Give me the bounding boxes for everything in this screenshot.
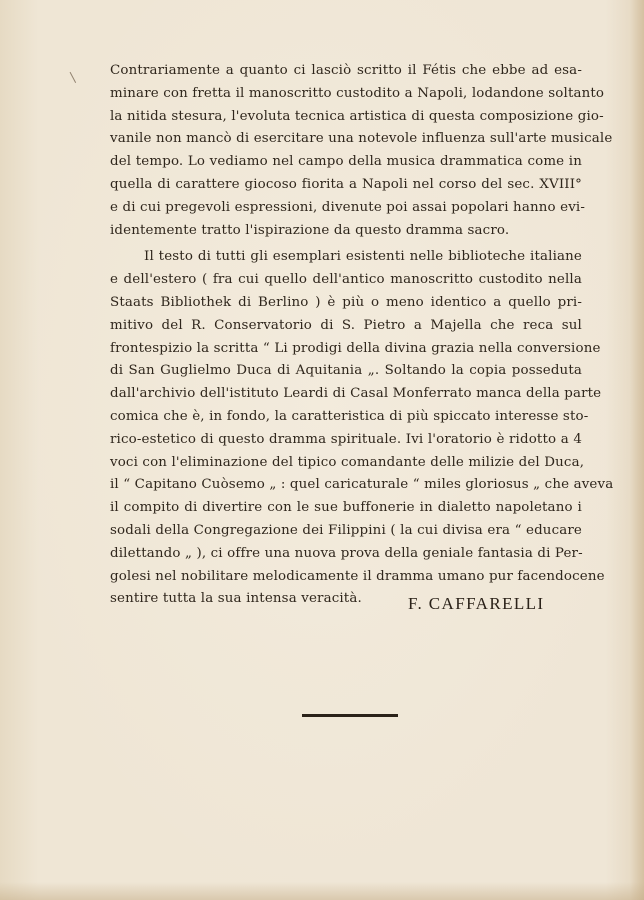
body-text (110, 60, 614, 611)
closing-rule (302, 714, 398, 717)
text-line: mitivo del R. Conservatorio di S. Pietro a Majella che reca sul (110, 317, 582, 333)
text-line: e di cui pregevoli espressioni, divenute poi assai popolari hanno evi- (110, 199, 586, 215)
text-line: vanile non mancò di esercitare una notevole influenza sull'arte musicale (110, 131, 613, 147)
text-line: dall'archivio dell'istituto Leardi di Casal Monferrato manca della parte (110, 386, 602, 402)
text-line: golesi nel nobilitare melodicamente il dramma umano pur facendocene (110, 568, 605, 584)
page-edge-shadow-right (630, 0, 644, 900)
text-line: sodali della Congregazione dei Filippini ( la cui divisa era “ educare (110, 522, 582, 538)
text-line: il compito di divertire con le sue buffonerie in dialetto napoletano i (110, 500, 582, 516)
text-line: minare con fretta il manoscritto custodito a Napoli, lodandone soltanto (110, 85, 605, 101)
paragraph-1 (110, 60, 613, 242)
pencil-mark (70, 69, 82, 83)
author-signature: F. CAFFARELLI (408, 594, 545, 613)
text-line: Staats Bibliothek di Berlino ) è più o meno identico a quello pri- (110, 294, 582, 310)
text-line: quella di carattere giocoso fiorita a Napoli nel corso del sec. XVIII° (110, 176, 582, 192)
text-line: frontespizio la scritta “ Li prodigi della divina grazia nella conversione (110, 340, 601, 356)
text-line: rico-estetico di questo dramma spirituale. Ivi l'oratorio è ridotto a 4 (110, 431, 582, 447)
page-edge-shadow-bottom (0, 882, 644, 900)
text-line: dilettando „ ), ci offre una nuova prova della geniale fantasia di Per- (110, 545, 583, 561)
text-line: del tempo. Lo vediamo nel campo della musica drammatica come in (110, 154, 582, 170)
text-line: la nitida stesura, l'evoluta tecnica artistica di questa composizione gio- (110, 108, 604, 124)
text-line: di San Guglielmo Duca di Aquitania „. Soltando la copia posseduta (110, 363, 582, 379)
text-line: comica che è, in fondo, la caratteristica di più spiccato interesse sto- (110, 408, 589, 424)
text-line: il “ Capitano Cuòsemo „ : quel caricaturale “ miles gloriosus „ che aveva (110, 477, 614, 493)
text-line: voci con l'eliminazione del tipico comandante delle milizie del Duca, (110, 454, 585, 470)
text-line: Il testo di tutti gli esemplari esistenti nelle biblioteche italiane (144, 249, 582, 265)
text-line: e dell'estero ( fra cui quello dell'antico manoscritto custodito nella (110, 272, 582, 288)
text-line: Contrariamente a quanto ci lasciò scritto il Fétis che ebbe ad esa- (110, 63, 582, 78)
text-line: identemente tratto l'ispirazione da questo dramma sacro. (110, 222, 510, 238)
paragraph-2 (110, 246, 614, 611)
text-line: sentire tutta la sua intensa veracità. (110, 591, 362, 607)
